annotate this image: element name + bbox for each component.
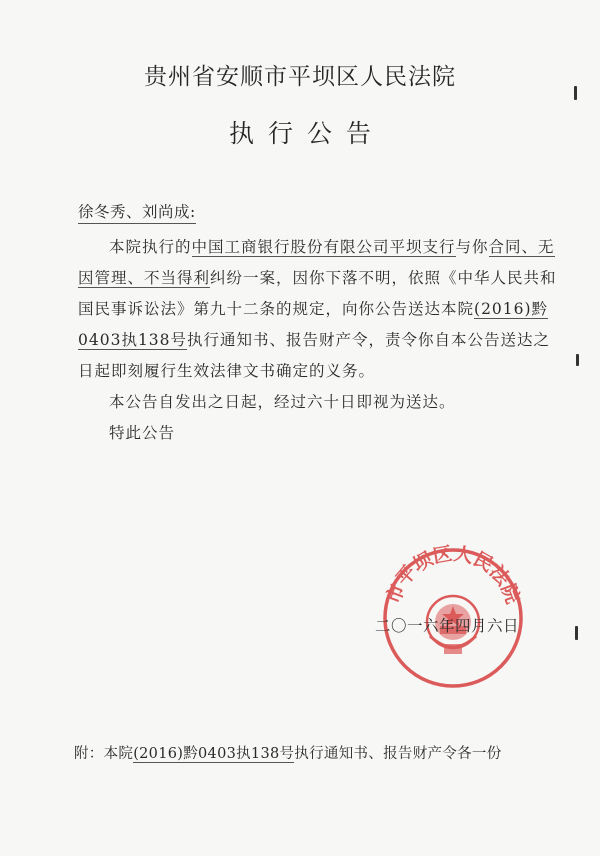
scan-mark bbox=[576, 354, 579, 366]
attachment-note bbox=[74, 742, 502, 763]
scan-mark bbox=[575, 626, 578, 640]
text-segment: 与你 bbox=[455, 238, 489, 256]
attachment-case-number: (2016)黔0403执138号 bbox=[133, 746, 295, 762]
plaintiff-name: 中国工商银行股份有限公司平坝支行 bbox=[191, 238, 456, 256]
case-number: (2016)黔0403执138号 bbox=[78, 300, 549, 349]
issue-date: 二〇一六年四月六日 bbox=[375, 617, 520, 635]
text-segment: 纠纷一案，因你下落不明，依照《中华人民共和国民事诉讼法》第九十二条的规定，向你公告送达本院 bbox=[78, 269, 557, 318]
paragraph-closing: 特此公告 bbox=[109, 424, 176, 442]
paragraph-service: 本公告自发出之日起，经过六十日即视为送达。 bbox=[109, 393, 456, 411]
text-segment: 本院执行的 bbox=[109, 238, 192, 256]
court-name: 贵州省安顺市平坝区人民法院 bbox=[144, 64, 456, 90]
seal-text: 市平坝区人民法院 bbox=[382, 542, 524, 607]
scan-mark bbox=[574, 86, 577, 100]
paragraph-main bbox=[78, 232, 560, 387]
dispute-type: 合同、无因管理、不当得利 bbox=[78, 238, 555, 287]
attachment-suffix: 执行通知书、报告财产令各一份 bbox=[294, 746, 502, 762]
text-segment: 执行通知书、报告财产令，责令你自本公告送达之日起即刻履行生效法律文书确定的义务。 bbox=[78, 331, 551, 380]
addressee: 徐冬秀、刘尚成: bbox=[78, 200, 196, 224]
document-title: 执行公告 bbox=[228, 119, 385, 148]
notice-body bbox=[78, 232, 560, 449]
attachment-prefix: 附：本院 bbox=[74, 746, 134, 762]
